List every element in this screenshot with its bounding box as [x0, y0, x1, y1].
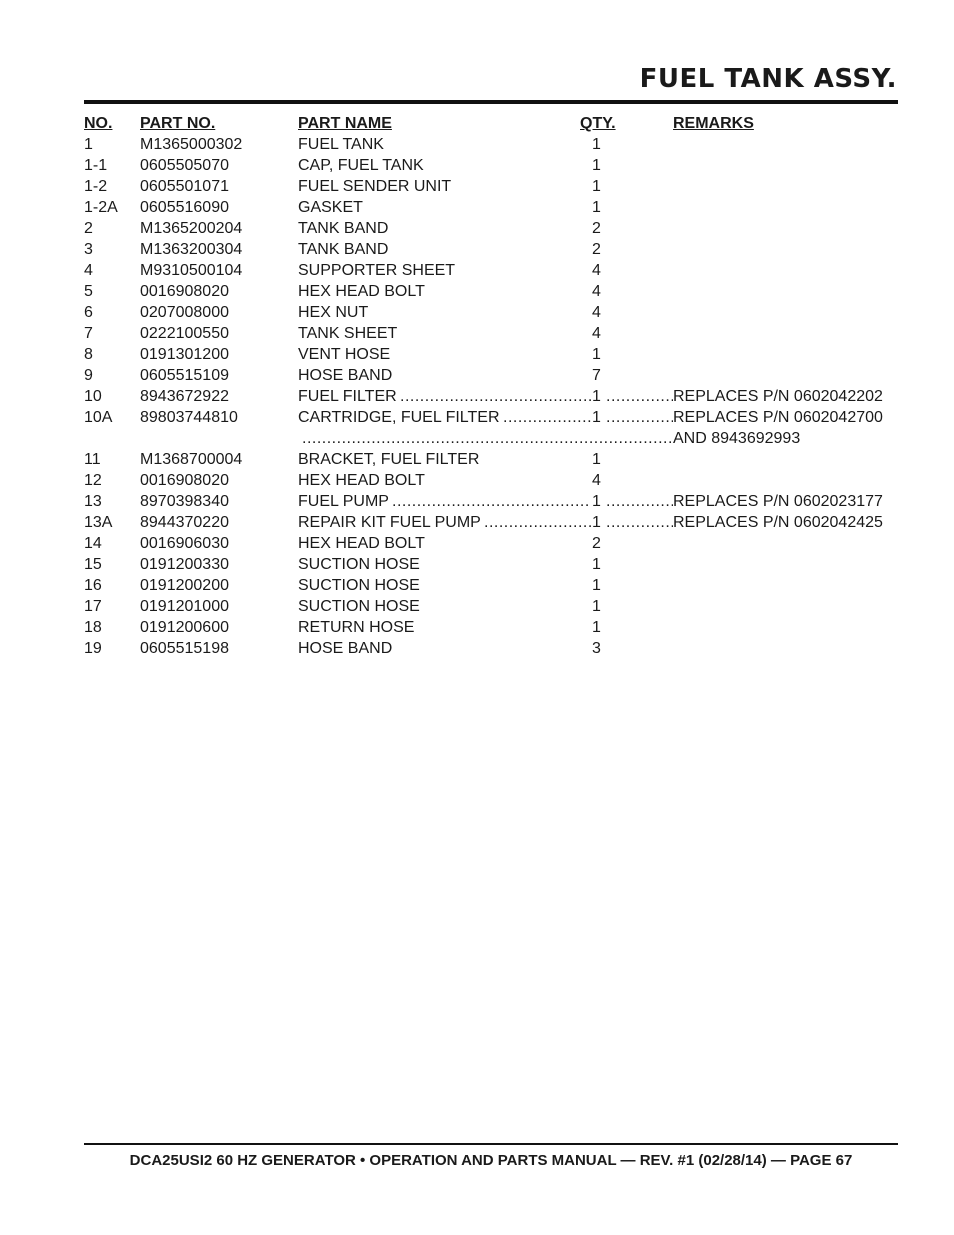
- row-no: 17: [84, 598, 102, 615]
- row-qty: 4: [592, 262, 601, 279]
- leader-dots: [606, 386, 673, 407]
- row-part-no: 0191200200: [140, 577, 229, 594]
- row-part-no: 0222100550: [140, 325, 229, 342]
- row-part-name: HOSE BAND: [298, 640, 393, 657]
- row-part-no: 0191201000: [140, 598, 229, 615]
- row-no: 3: [84, 241, 93, 258]
- row-qty: 1: [592, 577, 601, 594]
- row-part-no: 0191200600: [140, 619, 229, 636]
- table-row: [84, 323, 898, 344]
- row-part-name: GASKET: [298, 199, 363, 216]
- row-qty: 2: [592, 220, 601, 237]
- row-part-name: SUCTION HOSE: [298, 598, 420, 615]
- row-part-name: TANK BAND: [298, 241, 389, 258]
- row-part-no: 89803744810: [140, 409, 238, 426]
- row-no: 6: [84, 304, 93, 321]
- row-part-name: HOSE BAND: [298, 367, 393, 384]
- row-no: 16: [84, 577, 102, 594]
- leader-dots: [503, 407, 591, 428]
- row-qty: 1: [592, 178, 601, 195]
- row-qty: 3: [592, 640, 601, 657]
- row-qty: 4: [592, 304, 601, 321]
- table-row: [84, 218, 898, 239]
- header-rule: [84, 100, 898, 104]
- page-footer: DCA25USI2 60 HZ GENERATOR • OPERATION AND PARTS MANUAL — REV. #1 (02/28/14) — PAGE 67: [129, 1152, 853, 1169]
- row-part-name: FUEL PUMP: [298, 493, 389, 510]
- table-row: [84, 407, 898, 428]
- page-title: FUEL TANK ASSY.: [639, 64, 897, 94]
- row-remarks: REPLACES P/N 0602023177: [673, 493, 883, 510]
- row-qty: 2: [592, 241, 601, 258]
- table-row: [84, 449, 898, 470]
- table-header-row: [84, 113, 898, 134]
- table-row: [84, 491, 898, 512]
- leader-dots: [606, 407, 673, 428]
- table-row: [84, 239, 898, 260]
- row-qty: 2: [592, 535, 601, 552]
- row-part-no: 0605501071: [140, 178, 229, 195]
- row-part-name: FUEL FILTER: [298, 388, 397, 405]
- parts-table: [84, 113, 898, 659]
- row-part-name: CAP, FUEL TANK: [298, 157, 424, 174]
- row-no: 10A: [84, 409, 113, 426]
- row-no: 8: [84, 346, 93, 363]
- row-part-no: M1365000302: [140, 136, 243, 153]
- row-part-no: 0605515198: [140, 640, 229, 657]
- row-part-name: BRACKET, FUEL FILTER: [298, 451, 480, 468]
- table-row: [84, 533, 898, 554]
- row-part-no: 8970398340: [140, 493, 229, 510]
- table-row: [84, 617, 898, 638]
- row-part-name: HEX HEAD BOLT: [298, 535, 425, 552]
- table-row: [84, 512, 898, 533]
- table-row: [84, 386, 898, 407]
- row-no: 15: [84, 556, 102, 573]
- table-row: [84, 554, 898, 575]
- row-part-no: 0016906030: [140, 535, 229, 552]
- table-row: [84, 176, 898, 197]
- row-part-no: 0191301200: [140, 346, 229, 363]
- row-part-name: RETURN HOSE: [298, 619, 415, 636]
- row-part-name: VENT HOSE: [298, 346, 391, 363]
- table-row: [84, 596, 898, 617]
- row-remarks: REPLACES P/N 0602042700: [673, 409, 883, 426]
- row-part-name: CARTRIDGE, FUEL FILTER: [298, 409, 500, 426]
- row-qty: 1: [592, 136, 601, 153]
- table-row: [84, 155, 898, 176]
- leader-dots: [392, 491, 591, 512]
- row-part-no: M9310500104: [140, 262, 243, 279]
- row-no: 18: [84, 619, 102, 636]
- table-row: [84, 260, 898, 281]
- row-no: 13: [84, 493, 102, 510]
- table-row: [84, 344, 898, 365]
- row-qty: 1: [592, 346, 601, 363]
- row-qty: 4: [592, 472, 601, 489]
- row-qty: 1: [592, 157, 601, 174]
- header-part-name: PART NAME: [298, 115, 392, 132]
- row-qty: 4: [592, 283, 601, 300]
- footer-rule: [84, 1143, 898, 1145]
- row-no: 1: [84, 136, 93, 153]
- row-part-no: M1365200204: [140, 220, 243, 237]
- row-qty: 1: [592, 598, 601, 615]
- row-part-no: 8943672922: [140, 388, 229, 405]
- leader-dots: [302, 428, 673, 449]
- row-remarks: AND 8943692993: [673, 430, 801, 447]
- row-part-no: M1363200304: [140, 241, 243, 258]
- row-part-name: REPAIR KIT FUEL PUMP: [298, 514, 481, 531]
- row-qty: 1: [592, 388, 601, 405]
- table-row: [84, 470, 898, 491]
- row-no: 11: [84, 451, 101, 468]
- row-qty: 7: [592, 367, 601, 384]
- row-part-no: 0191200330: [140, 556, 229, 573]
- header-part-no: PART NO.: [140, 115, 216, 132]
- row-remarks: REPLACES P/N 0602042202: [673, 388, 883, 405]
- table-row: [84, 428, 898, 449]
- row-part-name: HEX HEAD BOLT: [298, 283, 425, 300]
- row-no: 1-1: [84, 157, 108, 174]
- row-part-no: 0605505070: [140, 157, 229, 174]
- row-qty: 1: [592, 619, 601, 636]
- row-part-name: TANK BAND: [298, 220, 389, 237]
- row-part-name: SUCTION HOSE: [298, 556, 420, 573]
- row-no: 7: [84, 325, 93, 342]
- table-row: [84, 638, 898, 659]
- row-part-name: HEX NUT: [298, 304, 369, 321]
- row-no: 10: [84, 388, 102, 405]
- row-qty: 1: [592, 409, 601, 426]
- row-part-no: 0016908020: [140, 283, 229, 300]
- leader-dots: [606, 491, 673, 512]
- row-no: 1-2: [84, 178, 108, 195]
- row-qty: 1: [592, 451, 601, 468]
- header-remarks: REMARKS: [673, 115, 754, 132]
- row-part-no: 0605516090: [140, 199, 229, 216]
- row-part-name: TANK SHEET: [298, 325, 398, 342]
- row-part-name: SUCTION HOSE: [298, 577, 420, 594]
- row-no: 12: [84, 472, 102, 489]
- leader-dots: [400, 386, 591, 407]
- table-body: [84, 134, 898, 659]
- table-row: [84, 134, 898, 155]
- row-qty: 1: [592, 556, 601, 573]
- row-part-name: FUEL TANK: [298, 136, 384, 153]
- table-row: [84, 281, 898, 302]
- table-row: [84, 302, 898, 323]
- table-row: [84, 197, 898, 218]
- row-part-no: M1368700004: [140, 451, 243, 468]
- row-part-name: HEX HEAD BOLT: [298, 472, 425, 489]
- row-qty: 1: [592, 493, 601, 510]
- row-no: 19: [84, 640, 102, 657]
- row-part-no: 8944370220: [140, 514, 229, 531]
- row-no: 1-2A: [84, 199, 118, 216]
- row-part-no: 0207008000: [140, 304, 229, 321]
- row-part-no: 0605515109: [140, 367, 229, 384]
- row-no: 14: [84, 535, 102, 552]
- row-no: 4: [84, 262, 93, 279]
- row-part-name: SUPPORTER SHEET: [298, 262, 456, 279]
- table-row: [84, 365, 898, 386]
- row-qty: 1: [592, 514, 601, 531]
- row-no: 9: [84, 367, 93, 384]
- leader-dots: [484, 512, 591, 533]
- header-no: NO.: [84, 115, 113, 132]
- row-no: 13A: [84, 514, 113, 531]
- row-qty: 4: [592, 325, 601, 342]
- row-part-name: FUEL SENDER UNIT: [298, 178, 452, 195]
- leader-dots: [606, 512, 673, 533]
- row-remarks: REPLACES P/N 0602042425: [673, 514, 883, 531]
- table-row: [84, 575, 898, 596]
- row-no: 2: [84, 220, 93, 237]
- row-qty: 1: [592, 199, 601, 216]
- row-no: 5: [84, 283, 93, 300]
- row-part-no: 0016908020: [140, 472, 229, 489]
- header-qty: QTY.: [580, 115, 616, 132]
